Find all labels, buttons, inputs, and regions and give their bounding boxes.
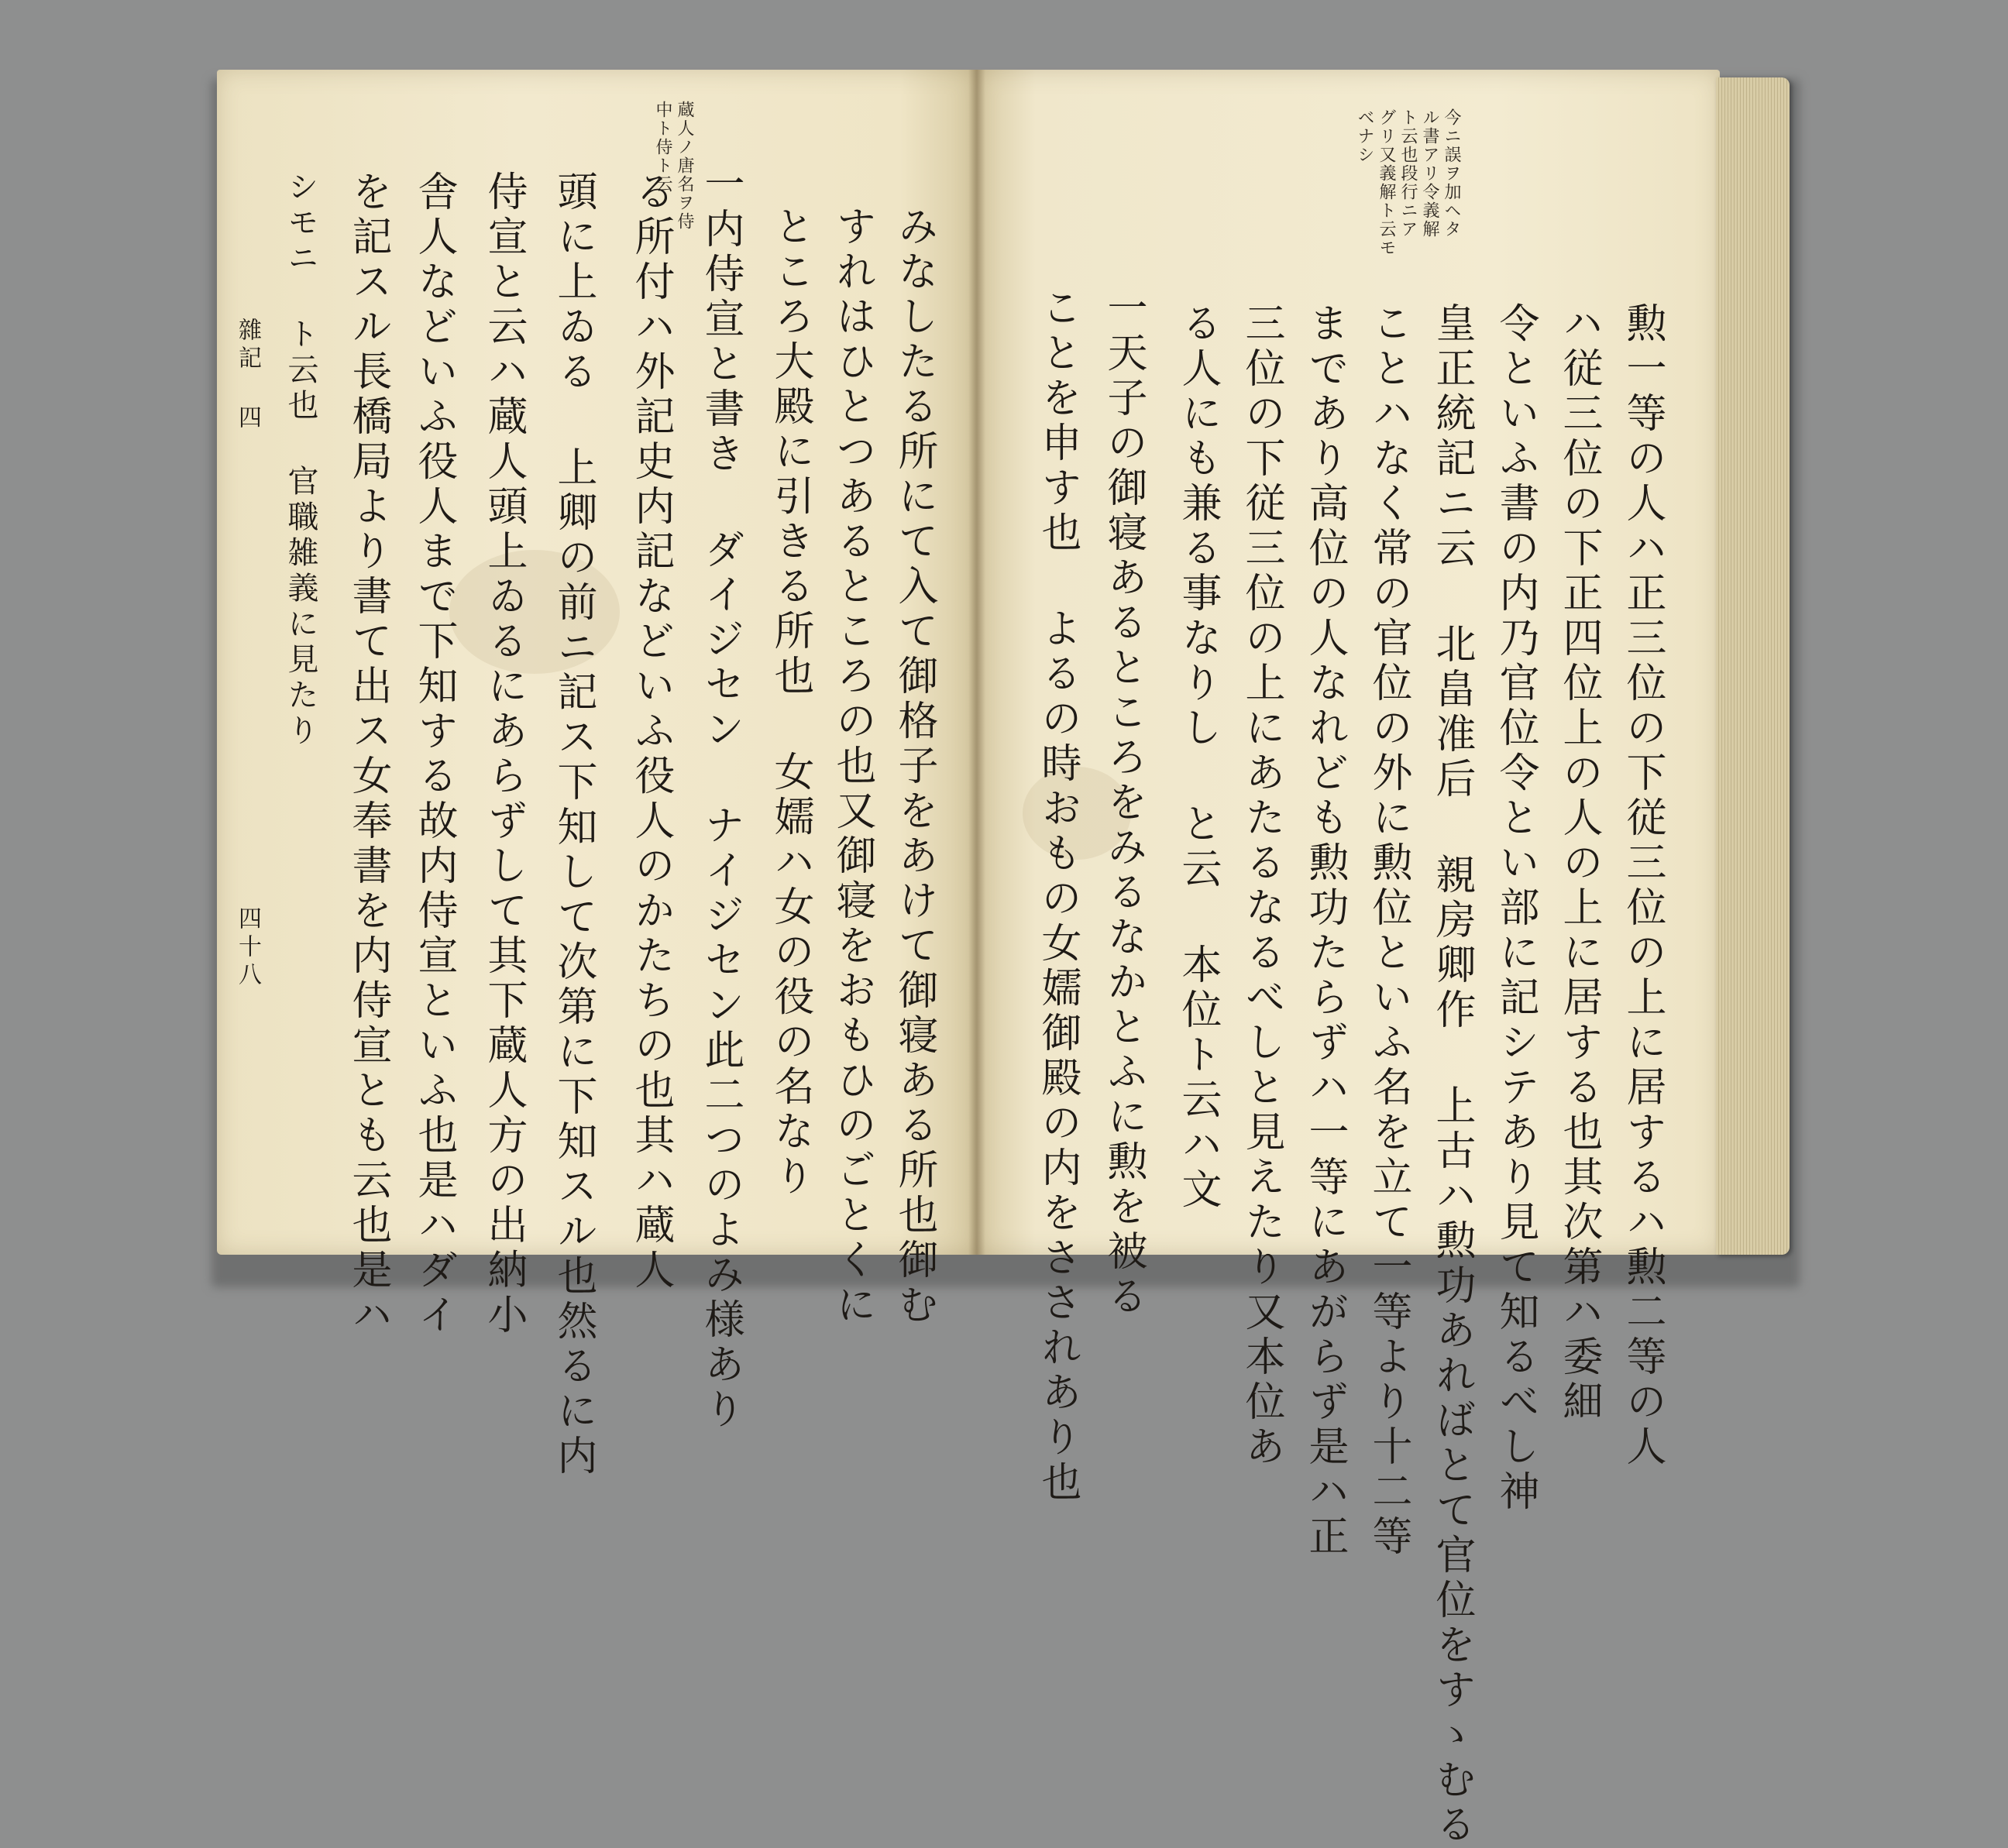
right-header-note-3: ト云也段行ニア (1398, 108, 1418, 239)
left-column-9: を記スル長橋局より書て出ス女奉書を内侍宣とも云也是ハ (345, 170, 391, 1338)
right-column-3: 令といふ書の内乃官位令とい部に記シテあり見て知るべし神 (1492, 302, 1539, 1515)
right-header-note-4: グリ又義解ト云モ (1377, 108, 1396, 257)
right-column-6: まであり高位の人なれども勲功たらずハ一等にあがらず是ハ正 (1301, 302, 1348, 1560)
open-book (198, 62, 1809, 1848)
left-column-2: すれはひとつあるところの也又御寝をおもひのごとくに (829, 205, 875, 1328)
left-column-5: る所付ハ外記史内記などいふ役人のかたちの也其ハ蔵人 (628, 170, 674, 1293)
left-column-8: 舎人などいふ役人まで下知する故内侍宣といふ也是ハダイ (411, 170, 457, 1338)
right-column-5: ことハなく常の官位の外に勲位といふ名を立て一等より十二等 (1365, 302, 1411, 1560)
left-header-note-2: 中ト侍ト云 (653, 101, 672, 194)
right-column-9: 一天子の御寝あるところをみるなかとふに勲を被る (1100, 287, 1147, 1320)
left-column-7: 侍宣と云ハ蔵人頭上ゐるにあらずして其下蔵人方の出納小 (480, 170, 527, 1338)
left-column-6: 頭に上ゐる 上卿の前ニ記ス下知して次第に下知スル也然るに内 (550, 170, 597, 1479)
left-header-note-1: 蔵人ノ唐名ヲ侍 (675, 101, 694, 231)
right-column-7: 三位の下従三位の上にあたるなるべしと見えたり又本位あ (1238, 302, 1284, 1470)
page-number: 四十八 (234, 906, 261, 990)
page-edges (1716, 77, 1790, 1255)
right-column-2: ハ従三位の下正四位上の人の上に居する也其次第ハ委細 (1556, 302, 1602, 1425)
right-header-note-2: ル書アリ令義解 (1420, 108, 1439, 239)
left-page (217, 70, 976, 1479)
right-header-note-1: 今ニ誤ヲ加ヘタ (1442, 108, 1461, 239)
right-column-10: ことを申す也 よるの時おもの女嬬御殿の内をさされあり也 (1034, 287, 1081, 1506)
left-column-3: ところ大殿に引きる所也 女嬬ハ女の役の名なり (767, 205, 813, 1200)
right-page (976, 70, 1720, 1848)
right-column-8: る人にも兼る事なりし と云 本位ト云ハ文 (1174, 302, 1221, 1213)
right-column-4: 皇正統記ニ云 北畠准后 親房卿作 上古ハ勲功あればとて官位をすゝむる (1429, 302, 1475, 1848)
left-column-1: みなしたる所にて入て御格子をあけて御寝ある所也御む (891, 205, 937, 1328)
right-column-1: 勲一等の人ハ正三位の下従三位の上に居するハ勲二等の人 (1619, 302, 1666, 1470)
left-gloss-column: シモニ ト云也 官職雑義に見たり (283, 170, 318, 750)
book-gutter (968, 70, 985, 1255)
book-title: 雜記 四 (234, 318, 261, 433)
left-column-4: 一内侍宣と書き ダイジセン ナイジセン此二つのよみ様あり (697, 163, 744, 1433)
right-header-note-5: ベナシ (1355, 108, 1374, 164)
